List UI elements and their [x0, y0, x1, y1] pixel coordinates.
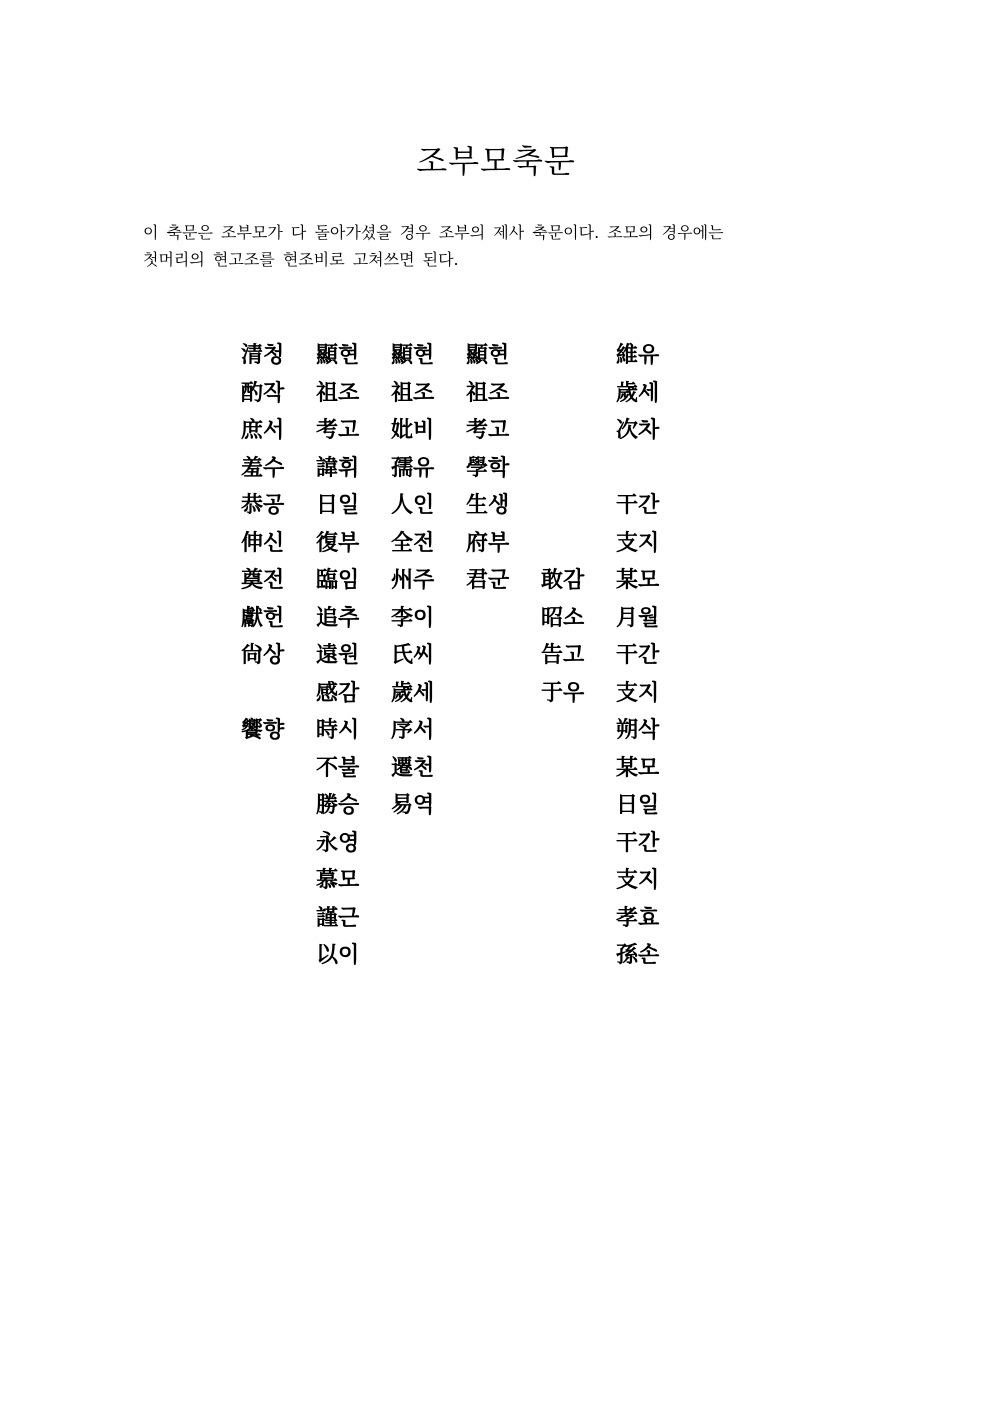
chuk-mun-cell: 諱휘: [316, 454, 360, 481]
chuk-mun-cell: [466, 862, 541, 900]
chuk-mun-cell: [466, 637, 541, 675]
chuk-mun-cell: [391, 900, 466, 938]
chuk-mun-cell: [541, 337, 616, 375]
chuk-mun-cell: [541, 900, 616, 938]
chuk-mun-cell: 學학: [466, 454, 510, 481]
chuk-mun-cell: 支지: [616, 529, 660, 556]
chuk-mun-cell: 以이: [316, 942, 360, 968]
chuk-mun-cell: 慕모: [316, 867, 360, 893]
chuk-mun-cell: 尙상: [241, 642, 285, 668]
chuk-mun-cell: 人인: [391, 492, 435, 518]
chuk-mun-cell: 祖조: [466, 379, 510, 406]
chuk-mun-cell: 奠전: [241, 567, 285, 593]
chuk-mun-cell: 遷천: [391, 754, 435, 781]
chuk-mun-cell: 易역: [391, 792, 435, 818]
chuk-mun-cell: [541, 525, 616, 563]
chuk-mun-cell: 考고: [316, 417, 360, 443]
chuk-mun-cell: [541, 450, 616, 488]
chuk-mun-cell: [241, 862, 316, 900]
chuk-mun-cell: 恭공: [241, 492, 285, 518]
chuk-mun-cell: 告고: [541, 642, 585, 668]
chuk-mun-cell: 清청: [241, 342, 285, 368]
chuk-mun-cell: [241, 900, 316, 938]
chuk-mun-cell: 日일: [316, 492, 360, 518]
chuk-mun-cell: [466, 900, 541, 938]
chuk-mun-cell: 氏씨: [391, 642, 435, 668]
chuk-mun-cell: 某모: [616, 567, 660, 593]
chuk-mun-cell: 祖조: [391, 379, 435, 406]
chuk-mun-cell: 獻헌: [241, 604, 285, 631]
chuk-mun-cell: [541, 712, 616, 750]
chuk-mun-cell: [391, 937, 466, 975]
chuk-mun-cell: 朔삭: [616, 717, 660, 743]
chuk-mun-cell: 次차: [616, 417, 660, 443]
chuk-mun-cell: [466, 750, 541, 788]
chuk-mun-cell: [466, 675, 541, 713]
chuk-mun-cell: 敢감: [541, 567, 585, 593]
chuk-mun-cell: 全전: [391, 529, 435, 556]
chuk-mun-cell: [541, 787, 616, 825]
chuk-mun-cell: 饗향: [241, 717, 285, 743]
chuk-mun-cell: [241, 937, 316, 975]
chuk-mun-cell: 祖조: [316, 379, 360, 406]
chuk-mun-cell: 復부: [316, 529, 360, 556]
chuk-mun-cell: [466, 937, 541, 975]
chuk-mun-cell: 追추: [316, 604, 360, 631]
chuk-mun-cell: 干간: [616, 492, 660, 518]
chuk-mun-cell: 顯현: [466, 342, 510, 368]
intro-line: 첫머리의 현고조를 현조비로 고쳐쓰면 된다.: [143, 250, 459, 269]
document-title: 조부모축문: [416, 142, 576, 180]
chuk-mun-cell: [466, 712, 541, 750]
chuk-mun-cell: 支지: [616, 679, 660, 706]
chuk-mun-cell: 感감: [316, 679, 360, 706]
chuk-mun-cell: 干간: [616, 642, 660, 668]
chuk-mun-cell: 府부: [466, 529, 510, 556]
chuk-mun-cell: 不불: [316, 754, 360, 781]
chuk-mun-cell: 君군: [466, 567, 510, 593]
chuk-mun-cell: [391, 862, 466, 900]
chuk-mun-cell: 某모: [616, 754, 660, 781]
chuk-mun-cell: 酌작: [241, 379, 285, 406]
intro-paragraph: [143, 219, 855, 273]
chuk-mun-cell: [241, 675, 316, 713]
chuk-mun-cell: 孺유: [391, 454, 435, 481]
chuk-mun-cell: 于우: [541, 679, 585, 706]
chuk-mun-cell: 序서: [391, 717, 435, 743]
chuk-mun-cell: 妣비: [391, 417, 435, 443]
chuk-mun-cell: [541, 937, 616, 975]
chuk-mun-cell: 謹근: [316, 904, 360, 931]
chuk-mun-cell: 伸신: [241, 529, 285, 556]
chuk-mun-cell: [241, 787, 316, 825]
chuk-mun-cell: 臨임: [316, 567, 360, 593]
chuk-mun-cell: 孝효: [616, 904, 660, 931]
chuk-mun-cell: 永영: [316, 829, 360, 856]
chuk-mun-cell: [391, 825, 466, 863]
chuk-mun-cell: [466, 787, 541, 825]
intro-line: 이 축문은 조부모가 다 돌아가셨을 경우 조부의 제사 축문이다. 조모의 경우에는: [143, 223, 724, 242]
chuk-mun-cell: [616, 450, 691, 488]
chuk-mun-cell: 支지: [616, 867, 660, 893]
chuk-mun-cell: [541, 825, 616, 863]
chuk-mun-cell: 顯현: [316, 342, 360, 368]
chuk-mun-cell: 維유: [616, 342, 660, 368]
chuk-mun-cell: 日일: [616, 792, 660, 818]
chuk-mun-cell: [541, 412, 616, 450]
chuk-mun-cell: 州주: [391, 567, 435, 593]
chuk-mun-cell: 昭소: [541, 604, 585, 631]
chuk-mun-cell: 生생: [466, 492, 510, 518]
chuk-mun-grid: [241, 337, 691, 975]
chuk-mun-cell: 勝승: [316, 792, 360, 818]
chuk-mun-cell: 歲세: [616, 379, 660, 406]
chuk-mun-cell: 顯현: [391, 342, 435, 368]
chuk-mun-cell: [541, 375, 616, 413]
chuk-mun-cell: [541, 750, 616, 788]
chuk-mun-cell: 歲세: [391, 679, 435, 706]
chuk-mun-cell: [241, 825, 316, 863]
chuk-mun-cell: 干간: [616, 829, 660, 856]
chuk-mun-cell: 時시: [316, 717, 360, 743]
chuk-mun-cell: [541, 487, 616, 525]
chuk-mun-cell: 孫손: [616, 942, 660, 968]
chuk-mun-cell: 遠원: [316, 642, 360, 668]
chuk-mun-cell: 月월: [616, 604, 660, 631]
chuk-mun-cell: 羞수: [241, 454, 285, 481]
chuk-mun-cell: [241, 750, 316, 788]
chuk-mun-cell: [466, 600, 541, 638]
chuk-mun-cell: [466, 825, 541, 863]
chuk-mun-cell: 庶서: [241, 417, 285, 443]
chuk-mun-cell: 考고: [466, 417, 510, 443]
chuk-mun-cell: 李이: [391, 604, 435, 631]
chuk-mun-cell: [541, 862, 616, 900]
